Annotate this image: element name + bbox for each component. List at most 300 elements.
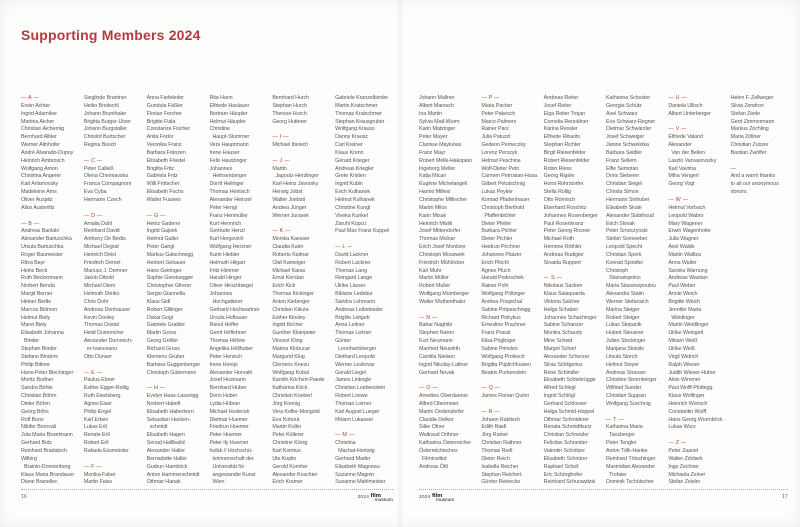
member-name: Klaus Wolfinger xyxy=(668,393,705,400)
member-name: Franz Henmüller xyxy=(209,212,248,219)
member-name: Irene Horejs xyxy=(209,361,238,368)
member-name: Klaus Salaquarda xyxy=(543,291,585,298)
member-name: Esther Kinsley xyxy=(272,314,306,321)
member-name: Johann Burgstaller xyxy=(83,126,127,133)
member-name: Marcus Bidmon xyxy=(21,306,58,313)
member-name: Olaf Kamelger xyxy=(272,259,306,266)
member-name: Ernst Kerstan xyxy=(272,275,304,282)
member-name: Ingeborg Melter xyxy=(419,165,456,172)
member-name: Christian Schneider xyxy=(543,432,589,439)
member-name: Heinz Gaderer xyxy=(146,220,181,227)
member-name: Stefan Somweber xyxy=(605,236,648,243)
member-name: Elfriede Ribarits xyxy=(543,134,581,141)
member-name: Wolfgang Prokisch xyxy=(481,353,525,360)
member-column xyxy=(209,95,267,487)
member-name: Andreas Öttl xyxy=(419,463,448,470)
member-name: Andrea Jünger xyxy=(272,204,307,211)
filmmuseum-logo xyxy=(419,494,454,504)
member-name-continuation: Wien xyxy=(212,479,225,486)
member-name: Anna Leitner xyxy=(335,322,365,329)
member-name: Agnes Pluch xyxy=(481,267,511,274)
member-name: Katharina Schuster xyxy=(605,95,651,101)
member-name-continuation: Tanzberger xyxy=(608,432,635,439)
member-name: Eric Schörghofer xyxy=(543,471,583,478)
member-name: Richard Gross xyxy=(146,346,180,352)
member-name: Elisabeth Friedel xyxy=(146,157,186,164)
member-name: Peter Tengler xyxy=(605,440,637,447)
member-name: Gabriele Kranzelbinder xyxy=(335,95,389,101)
member-name: Rafaela Essmeister xyxy=(83,447,129,454)
member-name: Eva Kohout xyxy=(272,416,300,423)
member-name: Martin Koller xyxy=(272,424,302,431)
member-name: Wolf-Dieter Petri xyxy=(481,165,520,172)
member-name-continuation: Van der Bellen xyxy=(671,149,705,156)
member-name: Thomas Lang xyxy=(335,267,368,274)
member-name: Hans-Peter Blechinger xyxy=(21,369,74,376)
member-name: Dorrit Heilinger xyxy=(209,181,244,188)
member-name: Thomas Heinisch xyxy=(209,189,250,196)
spacer xyxy=(335,424,393,432)
member-name: Sophie Geretsegger xyxy=(146,275,194,282)
member-name: Österreichisches xyxy=(419,447,458,454)
member-name: Christine Kungl xyxy=(335,204,371,211)
member-name: Paul Rosenkranz xyxy=(543,220,584,227)
member-name-continuation: Filminstitut xyxy=(422,455,447,462)
section-dash: — xyxy=(730,165,737,172)
member-name: Alice Austerlitz xyxy=(21,204,55,211)
member-name: Katharina Köck xyxy=(272,385,308,392)
member-name: Karl Muhr xyxy=(419,267,442,274)
section-letter: — F — xyxy=(83,463,102,470)
member-name: Jennifer Maria xyxy=(668,306,702,313)
member-name: Elfriede Haslauer xyxy=(209,102,250,109)
spacer xyxy=(272,150,330,158)
member-name: Klaus Maria Brandauer xyxy=(21,471,75,478)
member-name: Stephan Krausgruber xyxy=(335,118,385,125)
member-name: Gunther Kleinpeter xyxy=(272,330,316,337)
member-name: Stephan Reichert xyxy=(481,471,522,478)
member-name: Janine Schweistka xyxy=(605,142,649,149)
member-name: Brigitte Weich xyxy=(668,298,701,305)
member-name: Dietmar Schwärzler xyxy=(605,126,652,133)
member-name: Robin Riess xyxy=(543,165,572,172)
member-name-continuation: Stamatopolos xyxy=(608,275,641,282)
member-name: Wolfgang Krauss xyxy=(335,126,375,133)
spacer xyxy=(419,307,476,315)
member-name: Amalia Dahl xyxy=(83,220,112,227)
member-name: Bertram Häupler xyxy=(209,110,248,117)
member-name: Christine Stromberger xyxy=(605,377,657,384)
member-name: Katharina Maria xyxy=(605,424,643,431)
member-name: Martin Kratschmer xyxy=(335,102,378,109)
member-name: Wolfgang Pöltinger xyxy=(481,291,525,298)
member-name: Hans Geiringer xyxy=(146,267,182,274)
member-name: Oskar Gogl xyxy=(146,314,173,321)
member-name: Georg Vogt xyxy=(668,181,695,188)
member-name: Gabriele Grabler xyxy=(146,322,185,329)
member-name: Fritz Himmer xyxy=(209,267,240,274)
member-name: Leopold Wabro xyxy=(668,212,704,219)
member-name-continuation: angewandte Kunst xyxy=(212,471,256,478)
member-name: Julia Patuzzi xyxy=(481,134,511,141)
member-name: Karl August Lueger xyxy=(335,408,380,415)
member-name: Otto Dünser xyxy=(83,353,112,360)
member-name: Peter Georg Rosner xyxy=(543,228,591,235)
member-name: Ulrike Weiß xyxy=(668,346,695,352)
member-name: Monika Kaesser xyxy=(272,236,310,243)
member-name: Kurt Neumann xyxy=(419,338,453,345)
spacer xyxy=(272,126,330,134)
member-name: Alois Wimmer xyxy=(668,377,701,384)
member-name: Peter Pakesch xyxy=(481,110,516,117)
member-name: Daniela Ullisch xyxy=(668,102,703,109)
member-name: Thomas Loimer xyxy=(335,400,372,407)
member-name: Albert Unterberger xyxy=(668,110,711,117)
member-name: Margit Berner xyxy=(21,291,53,298)
member-name: Alexander Dumreich- xyxy=(83,338,133,345)
member-name: Christophe Millischer xyxy=(419,196,467,203)
spacer xyxy=(481,401,538,409)
member-name: Viveka Kunkel xyxy=(335,212,368,219)
member-name: Karina Ressler xyxy=(543,126,578,133)
member-name: Carmen Petrosian-Husa xyxy=(481,173,538,180)
member-name: Marijana Stoisits xyxy=(605,346,644,352)
member-name: Martin Gross xyxy=(146,330,177,337)
member-name: Madeleine Arns xyxy=(21,189,57,196)
member-name: Doris Huber xyxy=(209,393,238,400)
member-name: Veronika Franz xyxy=(146,142,182,149)
member-name: Gerhard Novak xyxy=(419,369,455,376)
member-name: Helmut Biely xyxy=(21,314,51,321)
member-name: Brigitte Leitgeb xyxy=(335,314,370,321)
member-name: Konrad Pfadenhauer xyxy=(481,196,530,203)
member-name: Reingard Lange xyxy=(335,275,373,282)
member-name: Ute Koplin xyxy=(272,455,297,462)
member-name: Karl-Heinz Javorsky xyxy=(272,181,319,188)
member-name: Harald Podoschek xyxy=(481,275,524,282)
section-letter: — C — xyxy=(83,157,103,164)
member-name: Elisabeth Hagen xyxy=(146,432,185,439)
logo-word-museum: museum xyxy=(374,498,393,503)
member-name: Werner Stefansich xyxy=(605,298,649,305)
member-name: Elfie Semotan xyxy=(605,165,639,172)
member-name: Dominik Tschütscher xyxy=(605,479,654,486)
member-name: Ursula Storch xyxy=(605,353,638,360)
member-name: Gudrun Hamböck xyxy=(146,463,188,470)
member-name: Martina Aicher xyxy=(21,118,55,125)
member-name: Thomas Dostal xyxy=(83,322,119,329)
member-name: Ruth Eiselsberg xyxy=(83,393,121,400)
member-name: Andreas Rudigier xyxy=(543,251,584,258)
member-name: Dieter Böhm xyxy=(21,400,50,407)
member-name: Peter Mayer xyxy=(419,134,448,141)
member-name: Peter Huemer xyxy=(209,432,242,439)
member-name: Martin xyxy=(272,165,287,172)
member-name: Gedeon Perneczky xyxy=(481,142,526,149)
member-name: Johannes Rosenberger xyxy=(543,212,598,219)
spacer xyxy=(21,213,79,221)
spacer xyxy=(606,409,663,417)
member-name: Raphael Scholl xyxy=(543,463,579,470)
spacer xyxy=(147,205,205,213)
section-letter: — L — xyxy=(335,244,353,251)
member-name: Ina Martin xyxy=(419,110,442,117)
member-name: Gilbert Petutschnig xyxy=(481,181,525,188)
member-name: Claudia Oetker xyxy=(419,416,454,423)
member-name: Erich Slovak xyxy=(605,220,635,227)
member-name: Markus Zöchling xyxy=(730,126,769,133)
member-name: Martin Faiss xyxy=(83,479,112,486)
member-name: Christa Simon xyxy=(605,189,639,196)
member-name: Helga Schmid-Hoppel xyxy=(543,408,595,415)
member-name: Erwin Wagenhofer xyxy=(668,228,711,235)
member-name: Margund Klug xyxy=(272,353,305,360)
member-name: Klemens Gruber xyxy=(146,353,185,360)
section-letter: — P — xyxy=(481,95,500,101)
member-name: Christine xyxy=(209,126,230,133)
member-name: Miriam Weiß xyxy=(668,338,698,345)
spacer xyxy=(272,221,330,229)
section-letter: — K — xyxy=(272,228,291,235)
member-column xyxy=(544,95,601,487)
member-name: Vera Hauptmann xyxy=(209,142,249,149)
spacer xyxy=(335,236,393,244)
member-name: Heidrun Pirchner xyxy=(481,244,521,251)
member-name: Kurt Hennrich xyxy=(209,220,242,227)
member-name: Herwig Jobst xyxy=(272,189,303,196)
member-name: Stephan Richter xyxy=(543,142,581,149)
member-name: Ingrid Nikolay-Lattner xyxy=(419,361,469,368)
member-name: Heinrich Ambrosch xyxy=(21,157,65,164)
member-name: Heinrich Wonsch xyxy=(668,400,708,407)
member-name: Rainer Pohl xyxy=(481,283,509,290)
member-column xyxy=(84,95,142,487)
member-name: Margot Scherl xyxy=(543,346,576,352)
member-name: Elga Reiter Trojan xyxy=(543,110,586,117)
member-name: Stephen Naron xyxy=(419,330,454,337)
member-name: Lorenz Perszyk xyxy=(481,149,518,156)
member-name: Helmuth Dimko xyxy=(83,291,120,298)
member-name: Walter Muthenthaler xyxy=(419,298,466,305)
member-name: Wilbirg xyxy=(21,455,37,462)
member-name: Hermine Röthler xyxy=(543,244,582,251)
member-name: Friedrich Mühlöcker xyxy=(419,259,465,266)
member-name: Paul Max Franz Kuppel xyxy=(335,228,390,235)
member-name: Hermann Sinhuber xyxy=(605,196,650,203)
section-letter: — J — xyxy=(272,157,290,164)
member-name: Thomas Höhne xyxy=(209,338,246,345)
member-column xyxy=(335,95,393,487)
member-name: Sandra Warnung xyxy=(668,267,708,274)
spacer xyxy=(668,189,725,197)
member-name: Eugène Michelangeli xyxy=(419,181,468,188)
member-name: Otto Römisch xyxy=(543,196,576,203)
member-name: Bernadette Haller xyxy=(146,455,187,462)
member-name: Friedrich Demel xyxy=(83,259,121,266)
member-name: Maximilian Alexander xyxy=(605,463,655,470)
member-name: Gerhard Botz xyxy=(21,440,52,447)
member-name: Reinhard Tötschinger xyxy=(605,455,656,462)
member-name: Nikolaus Sacken xyxy=(543,283,583,290)
member-name: Johannes Schachinger xyxy=(543,314,597,321)
section-letter: — Q — xyxy=(481,385,501,392)
logo-year: 2024 xyxy=(419,494,431,500)
member-name: Constanze Fischer xyxy=(146,126,190,133)
member-name: Diethard Leopold xyxy=(335,353,375,360)
member-name: Barbara Guggenberger xyxy=(146,361,201,368)
member-name: Alexander Horvath xyxy=(209,369,253,376)
member-name: Karl Arlamovsky xyxy=(21,181,59,188)
member-name: Albert Maresch xyxy=(419,102,454,109)
member-name: Silvia Schilgerius xyxy=(543,361,583,368)
spacer xyxy=(419,377,476,385)
member-name: Sabine Potpeschnigg xyxy=(481,306,531,313)
member-name-continuation: lerinnenschaft der xyxy=(212,455,254,462)
member-name: Erich Plöchl xyxy=(481,259,509,266)
member-name-continuation: Machat-Hertwig xyxy=(338,447,375,454)
member-name: Christian Koeberl xyxy=(272,393,312,400)
member-name: Klaus Gidl xyxy=(146,298,171,305)
member-name: Silke Ofner xyxy=(419,424,445,431)
member-name: André Alvarado-Dupuy xyxy=(21,149,74,156)
member-name: Franca Compagnoni xyxy=(83,181,131,188)
member-name: Katharina Österreicher xyxy=(419,440,472,447)
member-name: Annelies Oberdanner xyxy=(419,393,469,400)
member-name: Mariusz J. Demner xyxy=(83,267,128,274)
member-name: Viktoria Salcher xyxy=(543,298,580,305)
member-name: Ruth Beckermann xyxy=(21,275,63,282)
member-name: Georgia Schütz xyxy=(605,102,642,109)
member-name: Alexander Koschier xyxy=(272,471,318,478)
member-name: Gabriela Fritz xyxy=(146,173,178,180)
member-name: Andreas Kriegler xyxy=(335,165,374,172)
member-name: Norbert Habelt xyxy=(146,400,181,407)
member-name: Christian Kikuta xyxy=(272,306,309,313)
member-name: Erich Kick xyxy=(272,283,296,290)
member-name: Christina xyxy=(335,440,356,447)
member-name: Sergio Giannella xyxy=(146,291,185,298)
member-name: Kevin Dooley xyxy=(83,314,115,321)
member-name: Valentin Schnitzer xyxy=(543,447,585,454)
member-name: Angelika Höllhuber xyxy=(209,346,253,352)
member-name: Klaus Krenn xyxy=(335,149,364,156)
member-name: Marei Biely xyxy=(21,322,47,329)
member-name: Cornelia Renoldner xyxy=(543,118,589,125)
section-letter: — M — xyxy=(335,432,355,439)
member-name: Marina Steiger xyxy=(605,306,640,313)
member-name: Robert Lackner xyxy=(335,259,371,266)
member-name-continuation: Binder xyxy=(24,338,39,345)
member-name: Maria Pacher xyxy=(481,102,513,109)
member-name: Julia Wagner xyxy=(668,236,699,243)
section-letter: — V — xyxy=(668,126,687,133)
member-name: Werner Leskovar xyxy=(335,361,375,368)
member-name: Constantin Wulff xyxy=(668,408,707,415)
member-name-continuation: Universität für xyxy=(212,463,245,470)
logo-word-film: film xyxy=(431,493,443,499)
member-name: Elisabeth Fuchs xyxy=(146,189,184,196)
member-name: Michael Hudecek xyxy=(209,408,250,415)
member-name: Annie Weich xyxy=(668,291,698,298)
member-name: Anthony De Bedts xyxy=(83,236,126,243)
member-name: Reinhard Bradatsch xyxy=(21,447,67,454)
member-name: Sabine Schanzer xyxy=(543,322,584,329)
member-name: Andreas Strasser xyxy=(605,369,647,376)
member-name: Norbert Benda xyxy=(21,283,55,290)
member-name: Michael Degraf xyxy=(83,244,119,251)
section-letter: — D — xyxy=(83,212,103,219)
member-name: Robert Melik-Hakopian xyxy=(419,157,472,164)
member-name: Robert Muller xyxy=(419,283,451,290)
section-letter: — O — xyxy=(419,385,438,392)
member-name: Mary Wagener xyxy=(668,220,703,227)
member-name: Christian Siegel xyxy=(605,181,643,188)
member-name: Gundula Fäßler xyxy=(146,102,183,109)
member-name: Georg Gröller xyxy=(146,338,179,345)
member-name: Paulus Ebner xyxy=(83,377,115,384)
member-name: Manfred Neuwirth xyxy=(419,346,460,352)
member-name: Gerhard Schlosser xyxy=(543,400,587,407)
member-name: Christine König xyxy=(272,440,308,447)
member-name: Michael Diem xyxy=(83,283,116,290)
member-name: Isabella Reicher xyxy=(481,463,519,470)
member-name: Walter Fusseis xyxy=(146,196,181,203)
member-name: Alexander Slabihoud xyxy=(605,212,654,219)
member-name: Katja Mican xyxy=(419,173,447,180)
member-name: Suzanne Magnin xyxy=(335,471,375,478)
member-name: Ingo Zechner xyxy=(668,463,699,470)
member-name: Roger Baumeister xyxy=(21,251,63,258)
member-name: Josef Reiter xyxy=(543,102,572,109)
spacer xyxy=(84,150,142,158)
section-letter: — S — xyxy=(543,275,563,282)
member-name: Bibiane Ledebur xyxy=(335,291,373,298)
member-name: Elfriede Valand xyxy=(668,134,703,141)
member-name: Gertrude Henzl xyxy=(209,228,245,235)
member-name: Renate Ertl xyxy=(83,432,110,439)
member-name: Lukas Peyker xyxy=(481,189,513,196)
member-name: Lydia Hübner xyxy=(209,400,241,407)
member-column xyxy=(481,95,538,487)
member-name: donors. xyxy=(730,189,748,196)
member-name: Gerhard Mader xyxy=(335,455,371,462)
member-name: Carl Kreiner xyxy=(335,142,363,149)
member-name: Andreas Donhauser xyxy=(83,306,131,313)
member-name: Brigitte Fiala xyxy=(146,118,176,125)
member-name: Thomas Kickinger xyxy=(272,291,314,298)
member-name: Othmar Hanak xyxy=(146,479,181,486)
member-name: Peter Smoczynski xyxy=(605,228,648,235)
member-name: Helmut Kulhanek xyxy=(335,196,375,203)
member-name: Gerald Liegel xyxy=(335,369,366,376)
member-name: Hubert Steuxner xyxy=(605,330,644,337)
member-name: Susanne Mahlmeister xyxy=(335,479,386,486)
member-name: Peter Calließ xyxy=(83,165,114,172)
member-name: Jörg Rainer xyxy=(481,432,509,439)
member-name: Brigitta Burger-Utzer xyxy=(83,118,131,125)
filmmuseum-wordmark xyxy=(432,494,454,504)
member-name: Johann Rabitsch xyxy=(481,416,520,423)
member-name: Peter Gangl xyxy=(146,244,175,251)
section-letter: — U — xyxy=(668,95,687,101)
member-name: Johann Brunthaler xyxy=(83,110,127,117)
member-name-continuation: Haupt-Stummer xyxy=(212,134,250,141)
member-name: Eva Schwarz-Regner xyxy=(605,118,656,125)
member-name: Dieter Pichler xyxy=(481,236,513,243)
member-name: Rainer Parz xyxy=(481,126,509,133)
member-name: Josef Schweiger xyxy=(605,134,645,141)
member-name: Marina Klobucar xyxy=(272,346,311,352)
